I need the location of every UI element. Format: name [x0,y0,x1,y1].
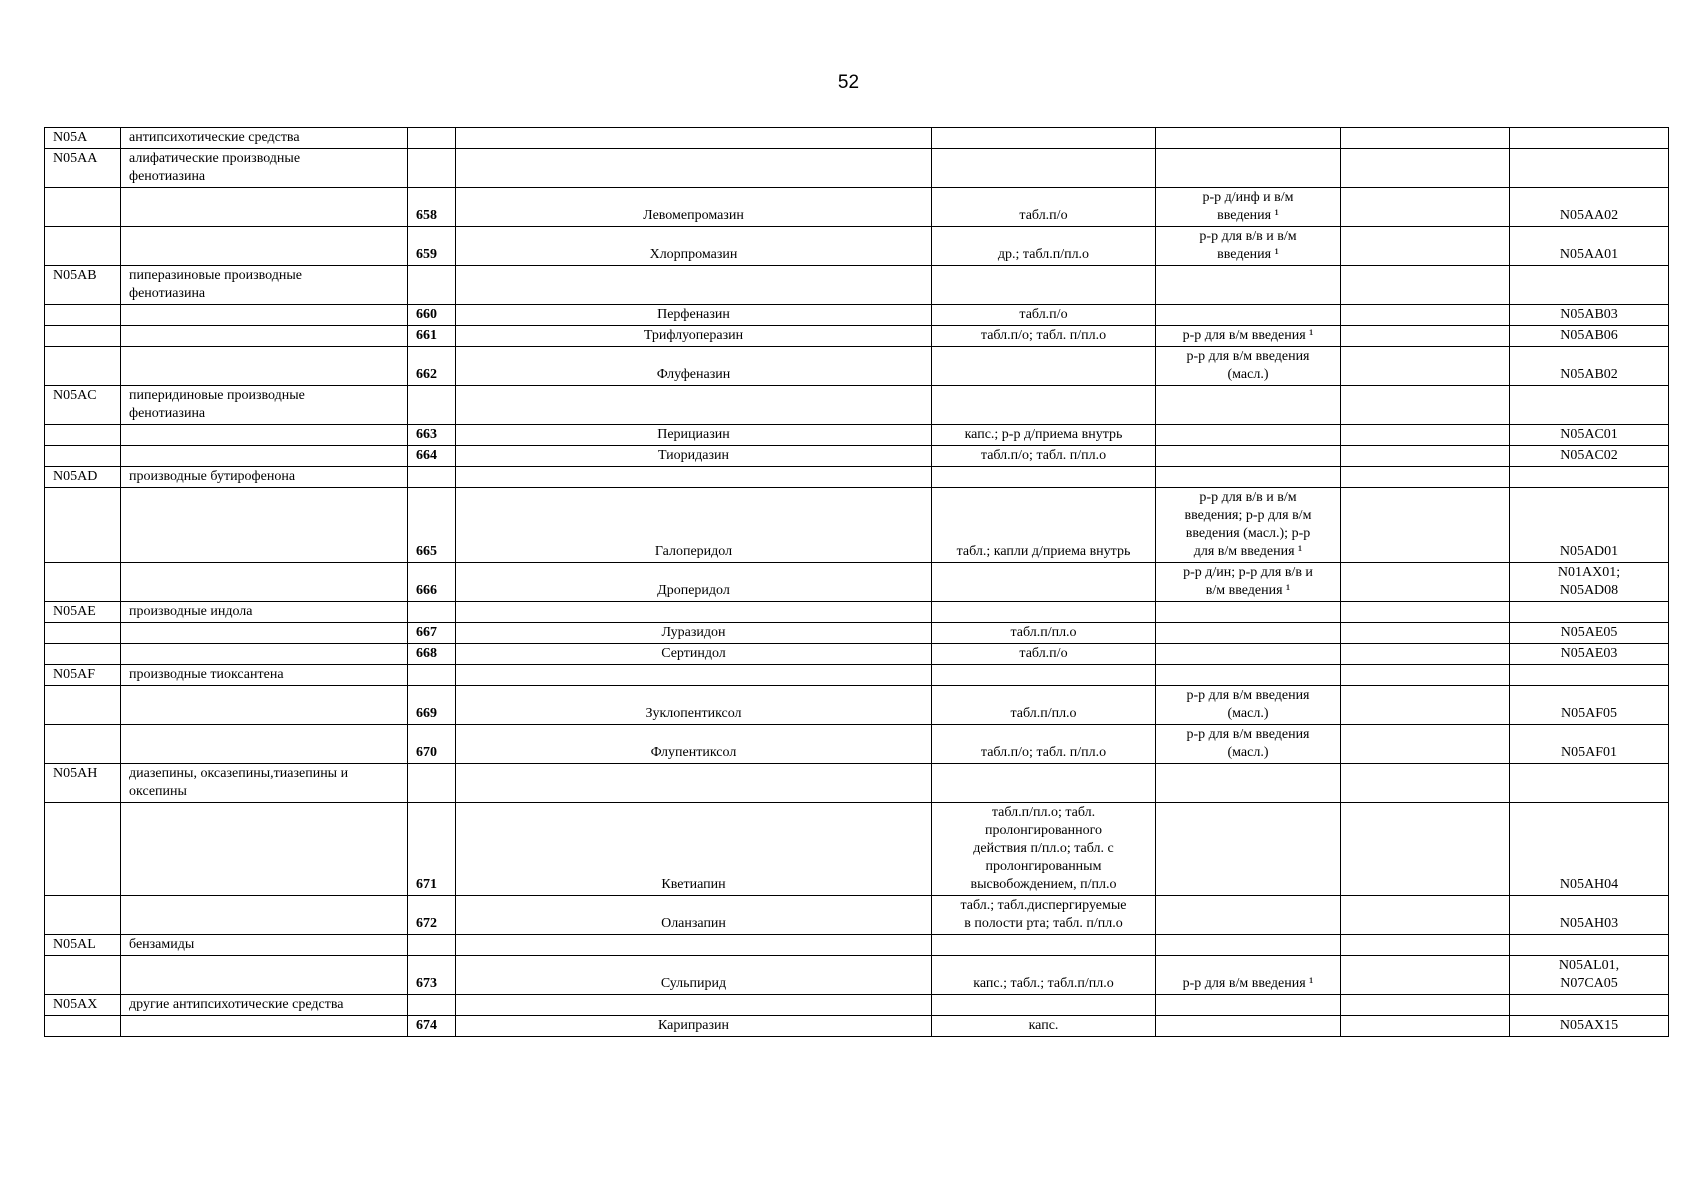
atc-code: N05AX15 [1510,1016,1669,1037]
empty-cell [1510,386,1669,425]
empty-cell [408,266,456,305]
empty-cell [1510,935,1669,956]
atc-group-name: бензамиды [121,935,408,956]
atc-group-code: N05AC [45,386,121,425]
injection-forms: р-р для в/м введения ¹ [1156,326,1341,347]
empty-cell [1341,128,1510,149]
drug-number: 671 [408,803,456,896]
empty-cell [45,227,121,266]
dosage-forms [932,563,1156,602]
atc-code: N05AH03 [1510,896,1669,935]
empty-cell [45,425,121,446]
group-row [45,467,1669,488]
empty-cell [121,623,408,644]
injection-forms [1156,1016,1341,1037]
atc-code: N05AD01 [1510,488,1669,563]
atc-code: N01AX01; N05AD08 [1510,563,1669,602]
injection-forms: р-р д/инф и в/м введения ¹ [1156,188,1341,227]
dosage-forms: табл.п/пл.о [932,686,1156,725]
atc-group-code: N05AL [45,935,121,956]
drug-name: Флуфеназин [456,347,932,386]
empty-cell [456,467,932,488]
empty-cell [45,305,121,326]
empty-cell [408,128,456,149]
empty-cell [1510,149,1669,188]
empty-cell [45,347,121,386]
group-row [45,665,1669,686]
dosage-forms: табл.п/пл.о [932,623,1156,644]
empty-cell [121,188,408,227]
empty-cell [456,602,932,623]
extra-cell [1341,623,1510,644]
atc-code: N05AA01 [1510,227,1669,266]
group-row [45,149,1669,188]
drug-name: Флупентиксол [456,725,932,764]
atc-code: N05AE03 [1510,644,1669,665]
empty-cell [456,665,932,686]
empty-cell [932,128,1156,149]
drug-row [45,563,1669,602]
drug-row [45,644,1669,665]
empty-cell [408,995,456,1016]
injection-forms [1156,803,1341,896]
atc-code: N05AL01, N07CA05 [1510,956,1669,995]
dosage-forms: табл.п/о; табл. п/пл.о [932,446,1156,467]
empty-cell [408,935,456,956]
extra-cell [1341,563,1510,602]
empty-cell [45,488,121,563]
drug-row [45,896,1669,935]
empty-cell [1341,665,1510,686]
empty-cell [456,266,932,305]
dosage-forms: капс.; р-р д/приема внутрь [932,425,1156,446]
empty-cell [1341,467,1510,488]
extra-cell [1341,227,1510,266]
empty-cell [456,764,932,803]
drug-name: Трифлуоперазин [456,326,932,347]
group-row [45,764,1669,803]
empty-cell [1156,602,1341,623]
empty-cell [932,467,1156,488]
atc-group-code: N05AB [45,266,121,305]
atc-group-name: диазепины, оксазепины,тиазепины и оксепины [121,764,408,803]
atc-group-code: N05AD [45,467,121,488]
group-row [45,386,1669,425]
injection-forms [1156,896,1341,935]
empty-cell [45,896,121,935]
empty-cell [121,425,408,446]
dosage-forms: табл.; табл.диспергируемые в полости рта; табл. п/пл.о [932,896,1156,935]
empty-cell [121,725,408,764]
drug-name: Перфеназин [456,305,932,326]
empty-cell [1510,665,1669,686]
empty-cell [1341,266,1510,305]
drug-number: 668 [408,644,456,665]
empty-cell [408,149,456,188]
injection-forms [1156,644,1341,665]
drug-number: 669 [408,686,456,725]
dosage-forms: др.; табл.п/пл.о [932,227,1156,266]
extra-cell [1341,725,1510,764]
atc-group-code: N05AH [45,764,121,803]
extra-cell [1341,896,1510,935]
atc-code: N05AB06 [1510,326,1669,347]
drug-number: 667 [408,623,456,644]
atc-group-code: N05AE [45,602,121,623]
empty-cell [932,764,1156,803]
drug-number: 659 [408,227,456,266]
drug-name: Левомепромазин [456,188,932,227]
dosage-forms: табл.п/о [932,305,1156,326]
empty-cell [408,764,456,803]
drug-number: 672 [408,896,456,935]
atc-group-name: производные тиоксантена [121,665,408,686]
empty-cell [121,326,408,347]
empty-cell [932,935,1156,956]
empty-cell [121,305,408,326]
atc-code: N05AF05 [1510,686,1669,725]
empty-cell [456,128,932,149]
dosage-forms: табл.п/о [932,188,1156,227]
injection-forms: р-р для в/в и в/м введения ¹ [1156,227,1341,266]
empty-cell [121,644,408,665]
empty-cell [121,1016,408,1037]
empty-cell [1156,128,1341,149]
drug-row [45,956,1669,995]
extra-cell [1341,305,1510,326]
drug-name: Тиоридазин [456,446,932,467]
empty-cell [45,803,121,896]
drug-name: Карипразин [456,1016,932,1037]
empty-cell [456,386,932,425]
atc-code: N05AB03 [1510,305,1669,326]
injection-forms [1156,425,1341,446]
injection-forms [1156,446,1341,467]
dosage-forms [932,347,1156,386]
empty-cell [121,686,408,725]
drug-number: 661 [408,326,456,347]
empty-cell [121,227,408,266]
empty-cell [932,266,1156,305]
drug-number: 673 [408,956,456,995]
empty-cell [45,725,121,764]
group-row [45,266,1669,305]
extra-cell [1341,644,1510,665]
dosage-forms: табл.п/о; табл. п/пл.о [932,326,1156,347]
injection-forms: р-р для в/в и в/м введения; р-р для в/м введения (масл.); р-р для в/м введения ¹ [1156,488,1341,563]
group-row [45,602,1669,623]
drug-row [45,623,1669,644]
empty-cell [456,149,932,188]
dosage-forms: капс. [932,1016,1156,1037]
empty-cell [456,935,932,956]
empty-cell [121,563,408,602]
table-body [45,128,1669,1037]
empty-cell [121,896,408,935]
empty-cell [408,386,456,425]
empty-cell [1510,995,1669,1016]
drug-name: Оланзапин [456,896,932,935]
drug-name: Зуклопентиксол [456,686,932,725]
atc-code: N05AF01 [1510,725,1669,764]
atc-code: N05AH04 [1510,803,1669,896]
atc-group-code: N05A [45,128,121,149]
empty-cell [456,995,932,1016]
injection-forms: р-р для в/м введения (масл.) [1156,725,1341,764]
empty-cell [408,602,456,623]
injection-forms: р-р для в/м введения ¹ [1156,956,1341,995]
dosage-forms: табл.п/о [932,644,1156,665]
drug-row [45,1016,1669,1037]
injection-forms: р-р для в/м введения (масл.) [1156,347,1341,386]
empty-cell [45,326,121,347]
empty-cell [45,446,121,467]
atc-group-name: производные бутирофенона [121,467,408,488]
drug-row [45,188,1669,227]
empty-cell [932,602,1156,623]
drug-row [45,686,1669,725]
extra-cell [1341,347,1510,386]
drug-number: 666 [408,563,456,602]
atc-group-name: пиперазиновые производные фенотиазина [121,266,408,305]
injection-forms: р-р для в/м введения (масл.) [1156,686,1341,725]
drug-row [45,725,1669,764]
empty-cell [1156,764,1341,803]
empty-cell [1510,128,1669,149]
drug-number: 663 [408,425,456,446]
empty-cell [1510,764,1669,803]
drug-number: 674 [408,1016,456,1037]
empty-cell [1510,602,1669,623]
group-row [45,995,1669,1016]
empty-cell [121,347,408,386]
empty-cell [1510,467,1669,488]
empty-cell [408,467,456,488]
empty-cell [1341,935,1510,956]
drug-row [45,347,1669,386]
atc-group-code: N05AX [45,995,121,1016]
extra-cell [1341,803,1510,896]
empty-cell [932,995,1156,1016]
empty-cell [1341,602,1510,623]
dosage-forms: табл.; капли д/приема внутрь [932,488,1156,563]
extra-cell [1341,488,1510,563]
extra-cell [1341,446,1510,467]
empty-cell [1341,995,1510,1016]
drug-row [45,803,1669,896]
drug-name: Кветиапин [456,803,932,896]
empty-cell [45,623,121,644]
empty-cell [932,149,1156,188]
atc-group-name: пиперидиновые производные фенотиазина [121,386,408,425]
drug-name: Дроперидол [456,563,932,602]
extra-cell [1341,956,1510,995]
dosage-forms: капс.; табл.; табл.п/пл.о [932,956,1156,995]
drug-number: 670 [408,725,456,764]
empty-cell [1341,386,1510,425]
extra-cell [1341,686,1510,725]
empty-cell [932,665,1156,686]
drug-number: 662 [408,347,456,386]
atc-code: N05AE05 [1510,623,1669,644]
dosage-forms: табл.п/пл.о; табл. пролонгированного действия п/пл.о; табл. с пролонгированным высвобождением, п/пл.о [932,803,1156,896]
drug-row [45,425,1669,446]
empty-cell [932,386,1156,425]
empty-cell [1156,149,1341,188]
drug-name: Сертиндол [456,644,932,665]
drug-table [44,127,1669,1037]
atc-group-name: другие антипсихотические средства [121,995,408,1016]
empty-cell [121,446,408,467]
atc-code: N05AC01 [1510,425,1669,446]
drug-name: Сульпирид [456,956,932,995]
drug-name: Луразидон [456,623,932,644]
extra-cell [1341,188,1510,227]
drug-number: 658 [408,188,456,227]
empty-cell [1341,764,1510,803]
empty-cell [1341,149,1510,188]
empty-cell [1156,935,1341,956]
extra-cell [1341,425,1510,446]
empty-cell [121,803,408,896]
injection-forms [1156,305,1341,326]
atc-group-code: N05AA [45,149,121,188]
dosage-forms: табл.п/о; табл. п/пл.о [932,725,1156,764]
drug-row [45,326,1669,347]
atc-code: N05AB02 [1510,347,1669,386]
drug-number: 664 [408,446,456,467]
empty-cell [1510,266,1669,305]
empty-cell [1156,995,1341,1016]
drug-row [45,227,1669,266]
extra-cell [1341,326,1510,347]
empty-cell [1156,665,1341,686]
empty-cell [121,488,408,563]
empty-cell [45,563,121,602]
empty-cell [45,188,121,227]
drug-number: 660 [408,305,456,326]
atc-group-code: N05AF [45,665,121,686]
atc-code: N05AA02 [1510,188,1669,227]
group-row [45,128,1669,149]
page-number: 52 [837,72,860,93]
drug-name: Галоперидол [456,488,932,563]
atc-group-name: алифатические производные фенотиазина [121,149,408,188]
empty-cell [1156,467,1341,488]
drug-row [45,488,1669,563]
injection-forms [1156,623,1341,644]
drug-row [45,446,1669,467]
group-row [45,935,1669,956]
atc-group-name: антипсихотические средства [121,128,408,149]
atc-group-name: производные индола [121,602,408,623]
drug-name: Перициазин [456,425,932,446]
empty-cell [1156,386,1341,425]
injection-forms: р-р д/ин; р-р для в/в и в/м введения ¹ [1156,563,1341,602]
drug-row [45,305,1669,326]
drug-number: 665 [408,488,456,563]
drug-name: Хлорпромазин [456,227,932,266]
atc-code: N05AC02 [1510,446,1669,467]
empty-cell [45,1016,121,1037]
empty-cell [1156,266,1341,305]
empty-cell [45,956,121,995]
empty-cell [45,644,121,665]
empty-cell [408,665,456,686]
extra-cell [1341,1016,1510,1037]
empty-cell [121,956,408,995]
empty-cell [45,686,121,725]
